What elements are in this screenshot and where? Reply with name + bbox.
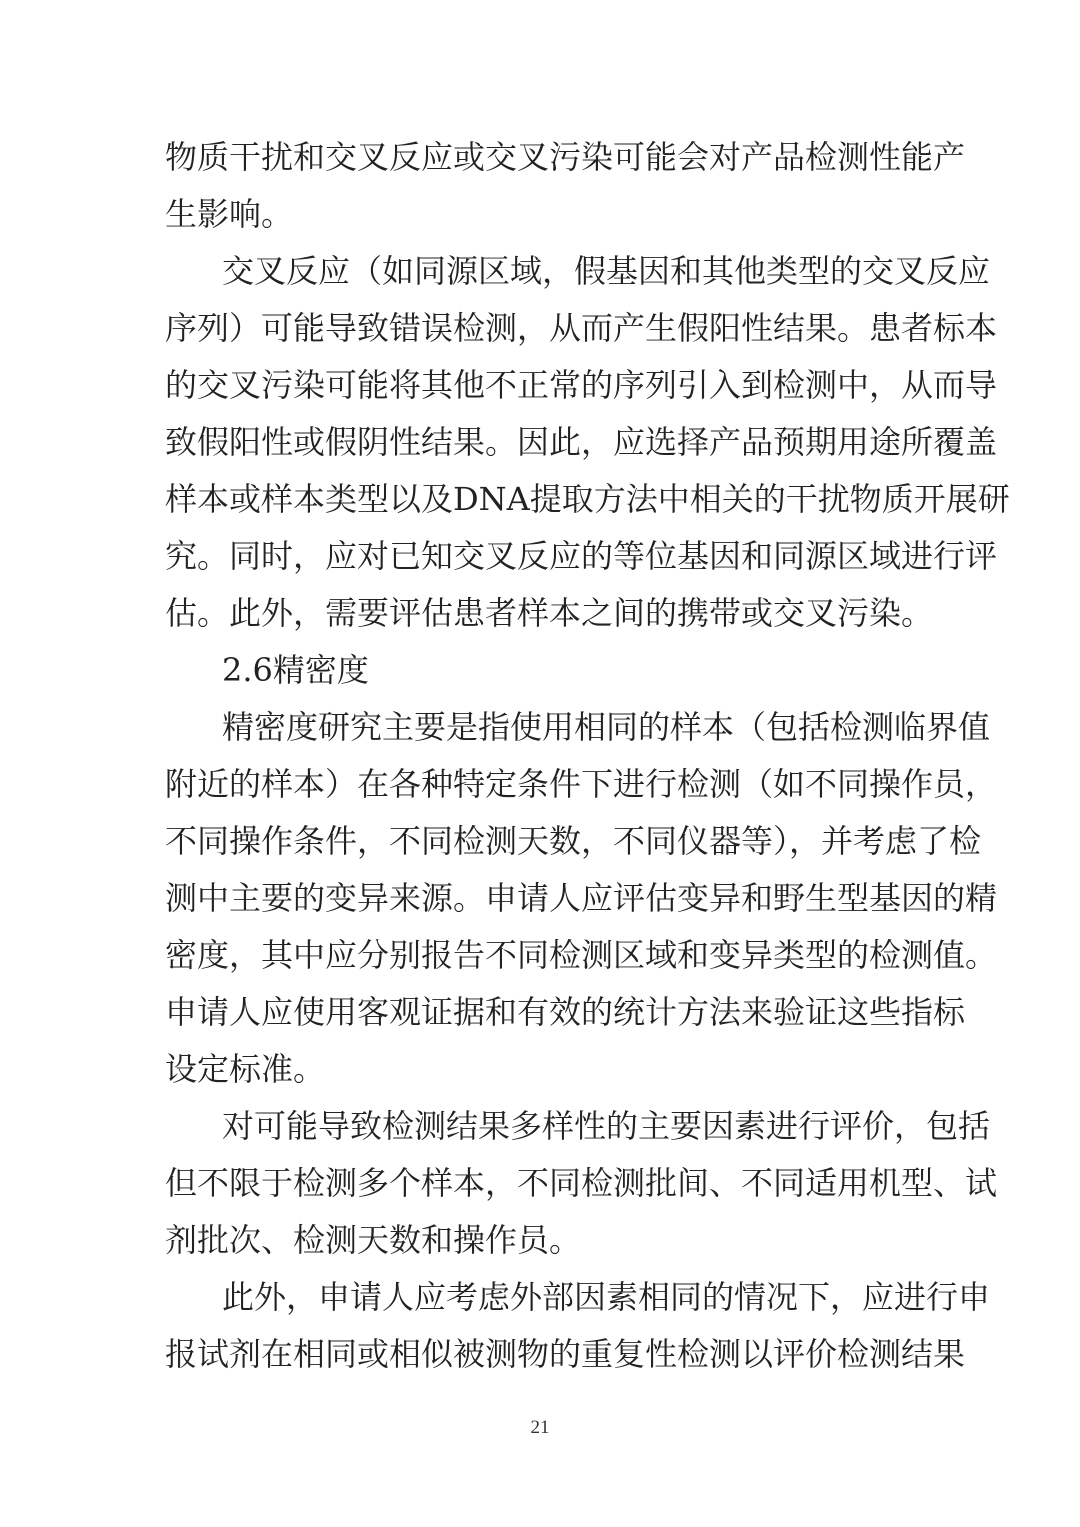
text-line: 密度，其中应分别报告不同检测区域和变异类型的检测值。 (165, 936, 998, 974)
text-line: 物质干扰和交叉反应或交叉污染可能会对产品检测性能产 (165, 138, 966, 176)
text-line: 对可能导致检测结果多样性的主要因素进行评价，包括 (222, 1107, 991, 1145)
section-heading: 2.6精密度 (222, 651, 369, 689)
text-line: 报试剂在相同或相似被测物的重复性检测以评价检测结果 (165, 1335, 966, 1373)
text-line: 估。此外，需要评估患者样本之间的携带或交叉污染。 (165, 594, 934, 632)
text-line: 究。同时，应对已知交叉反应的等位基因和同源区域进行评 (165, 537, 998, 575)
text-line: 生影响。 (165, 195, 294, 233)
text-line: 设定标准。 (165, 1050, 326, 1088)
text-line: 不同操作条件，不同检测天数，不同仪器等），并考虑了检 (165, 822, 982, 860)
page-number: 21 (530, 1417, 550, 1438)
text-line: 样本或样本类型以及DNA提取方法中相关的干扰物质开展研 (165, 480, 1010, 518)
text-line: 的交叉污染可能将其他不正常的序列引入到检测中，从而导 (165, 366, 998, 404)
text-line: 但不限于检测多个样本，不同检测批间、不同适用机型、试 (165, 1164, 998, 1202)
text-line: 序列）可能导致错误检测，从而产生假阳性结果。患者标本 (165, 309, 998, 347)
text-line: 测中主要的变异来源。申请人应评估变异和野生型基因的精 (165, 879, 998, 917)
text-line: 交叉反应（如同源区域，假基因和其他类型的交叉反应 (222, 252, 991, 290)
text-line: 附近的样本）在各种特定条件下进行检测（如不同操作员， (165, 765, 998, 803)
text-line: 剂批次、检测天数和操作员。 (165, 1221, 582, 1259)
text-line: 致假阳性或假阴性结果。因此，应选择产品预期用途所覆盖 (165, 423, 998, 461)
text-line: 此外，申请人应考虑外部因素相同的情况下，应进行申 (222, 1278, 991, 1316)
text-line: 申请人应使用客观证据和有效的统计方法来验证这些指标 (165, 993, 966, 1031)
text-line: 精密度研究主要是指使用相同的样本（包括检测临界值 (222, 708, 991, 746)
